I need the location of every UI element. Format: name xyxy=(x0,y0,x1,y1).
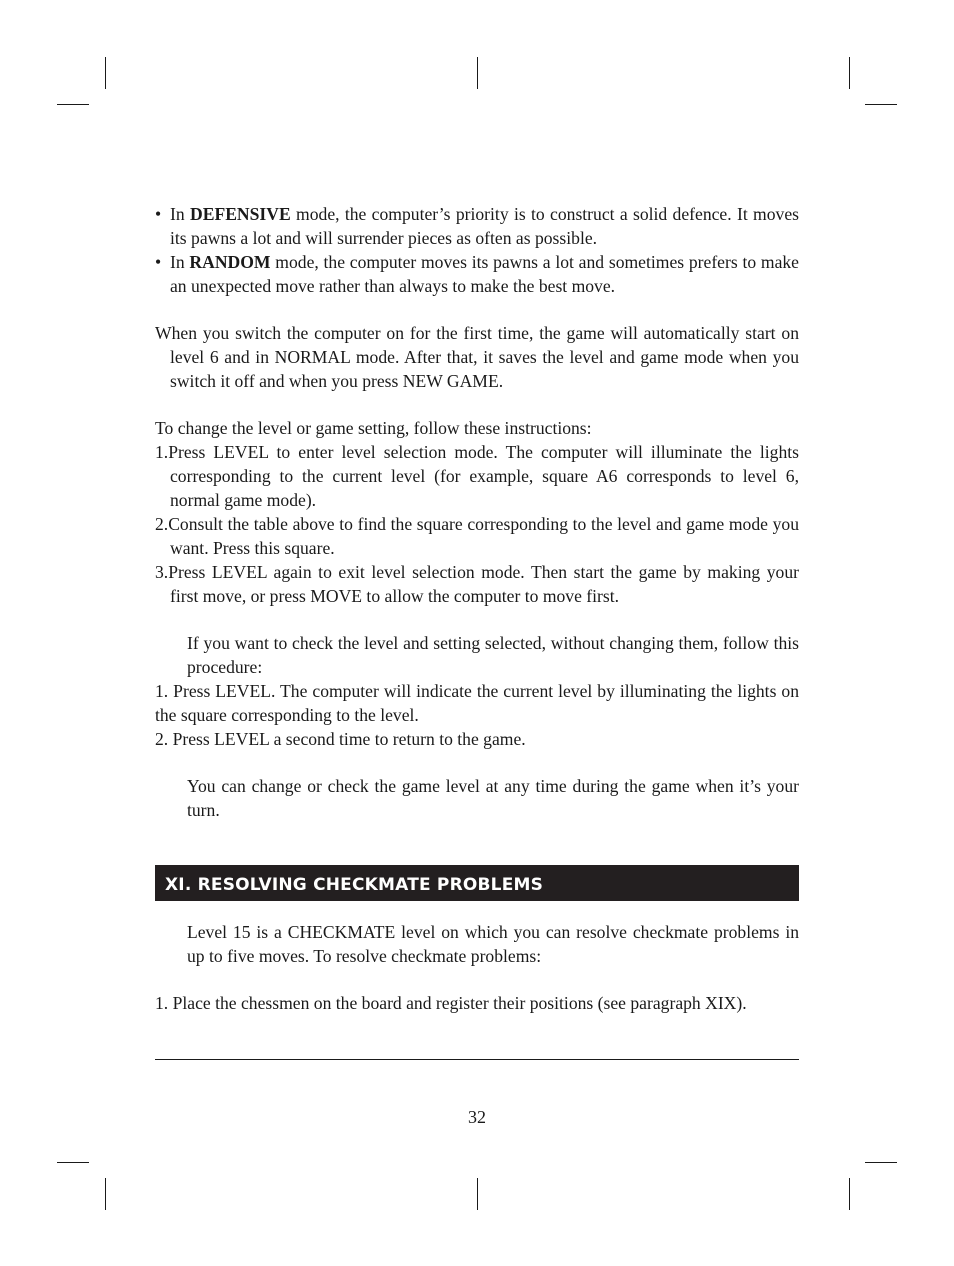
bullet-marker: • xyxy=(155,204,162,224)
crop-mark xyxy=(477,57,478,89)
crop-mark xyxy=(865,1162,897,1163)
crop-mark xyxy=(57,1162,89,1163)
anytime-note: You can change or check the game level at any time during the game when it’s your turn. xyxy=(187,776,799,820)
section-step: 1. Place the chessmen on the board and register their positions (see paragraph XIX). xyxy=(155,993,747,1013)
crop-mark xyxy=(865,104,897,105)
change-step: 1.Press LEVEL to enter level selection mode. The computer will illuminate the lights corresponding to the current level (for example, square A6 corresponds to level 6, normal game mode). xyxy=(155,442,799,510)
crop-mark xyxy=(105,1178,106,1210)
check-step: 2. Press LEVEL a second time to return to the game. xyxy=(155,729,526,749)
crop-mark xyxy=(849,57,850,89)
change-intro: To change the level or game setting, follow these instructions: xyxy=(155,418,592,438)
bullet-text: mode, the computer moves its pawns a lot and sometimes prefers to make an unexpected move rather than always to make the best move. xyxy=(170,252,799,296)
bullet-random xyxy=(155,250,799,298)
page-number: 32 xyxy=(468,1107,486,1127)
crop-mark xyxy=(849,1178,850,1210)
mode-keyword: DEFENSIVE xyxy=(190,204,291,224)
bullet-prefix: In xyxy=(170,252,190,272)
crop-mark xyxy=(105,57,106,89)
check-intro: If you want to check the level and setting selected, without changing them, follow this procedure: xyxy=(187,633,799,677)
change-step: 3.Press LEVEL again to exit level selection mode. Then start the game by making your first move, or press MOVE to allow the computer to move first. xyxy=(155,562,799,606)
section-intro: Level 15 is a CHECKMATE level on which you can resolve checkmate problems in up to five moves. To resolve checkmate problems: xyxy=(187,922,799,966)
bullet-prefix: In xyxy=(170,204,190,224)
crop-mark xyxy=(57,104,89,105)
footer-rule xyxy=(155,1059,799,1060)
mode-keyword: RANDOM xyxy=(189,252,271,272)
change-step: 2.Consult the table above to find the square corresponding to the level and game mode you want. Press this square. xyxy=(155,514,799,558)
first-time-paragraph: When you switch the computer on for the first time, the game will automatically start on level 6 and in NORMAL mode. After that, it saves the level and game mode when you switch it off and when you press NEW GAME. xyxy=(155,323,799,391)
check-step: 1. Press LEVEL. The computer will indicate the current level by illuminating the lights on the square corresponding to the level. xyxy=(155,681,799,725)
bullet-marker: • xyxy=(155,252,162,272)
page-body xyxy=(155,202,799,1015)
crop-mark xyxy=(477,1178,478,1210)
section-heading: XI. RESOLVING CHECKMATE PROBLEMS xyxy=(155,865,799,901)
bullet-defensive xyxy=(155,202,799,250)
bullet-text: mode, the computer’s priority is to construct a solid defence. It moves its pawns a lot and will surrender pieces as often as possible. xyxy=(170,204,799,248)
